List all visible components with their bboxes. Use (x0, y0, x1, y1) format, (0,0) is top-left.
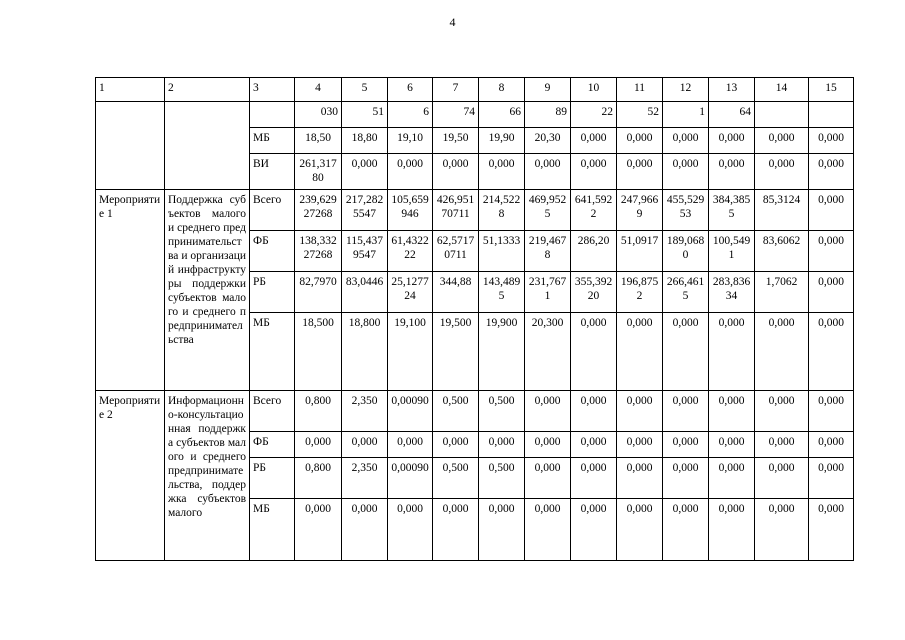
value-cell: 19,50 (433, 128, 479, 154)
column-header: 1 (96, 78, 165, 102)
value-cell: 0,000 (525, 458, 571, 499)
value-cell: 0,000 (755, 128, 809, 154)
value-cell: 0,000 (388, 154, 433, 190)
value-cell: 0,000 (755, 154, 809, 190)
value-cell: 51,1333 (479, 231, 525, 272)
column-header: 15 (809, 78, 854, 102)
value-cell: 0,000 (617, 391, 663, 432)
value-cell: 0,000 (479, 154, 525, 190)
value-cell: 0,000 (709, 432, 755, 458)
value-cell: 143,4895 (479, 272, 525, 313)
value-cell: 74 (433, 102, 479, 128)
value-cell: 344,88 (433, 272, 479, 313)
value-cell: 283,83634 (709, 272, 755, 313)
value-cell: 0,000 (709, 391, 755, 432)
empty-cell (96, 102, 165, 190)
value-cell: 266,4615 (663, 272, 709, 313)
source-cell: МБ (250, 128, 295, 154)
value-cell: 231,7671 (525, 272, 571, 313)
header-row (96, 78, 854, 102)
value-cell: 0,000 (755, 391, 809, 432)
column-header: 13 (709, 78, 755, 102)
source-cell: ФБ (250, 231, 295, 272)
value-cell: 0,000 (388, 499, 433, 561)
column-header: 10 (571, 78, 617, 102)
value-cell: 0,000 (809, 432, 854, 458)
value-cell (755, 102, 809, 128)
value-cell: 0,000 (755, 499, 809, 561)
value-cell: 0,500 (479, 458, 525, 499)
value-cell: 0,000 (525, 154, 571, 190)
value-cell: 0,000 (433, 154, 479, 190)
value-cell: 0,500 (479, 391, 525, 432)
value-cell: 030 (295, 102, 342, 128)
value-cell: 18,800 (342, 313, 388, 391)
value-cell: 0,000 (709, 128, 755, 154)
value-cell: 0,000 (755, 458, 809, 499)
value-cell: 19,90 (479, 128, 525, 154)
value-cell: 0,000 (479, 499, 525, 561)
column-header: 3 (250, 78, 295, 102)
value-cell: 0,000 (809, 272, 854, 313)
value-cell: 19,10 (388, 128, 433, 154)
value-cell: 1 (663, 102, 709, 128)
value-cell: 19,900 (479, 313, 525, 391)
source-cell: МБ (250, 499, 295, 561)
value-cell: 0,000 (571, 313, 617, 391)
value-cell: 0,000 (809, 391, 854, 432)
value-cell: 214,5228 (479, 190, 525, 231)
value-cell: 18,50 (295, 128, 342, 154)
value-cell: 0,000 (479, 432, 525, 458)
source-cell: РБ (250, 272, 295, 313)
table-row (96, 190, 854, 231)
value-cell: 0,800 (295, 458, 342, 499)
value-cell: 426,95170711 (433, 190, 479, 231)
measure-name: Информационно-консультационная поддержка субъектов малого и среднего предпринимательства, поддержка субъектов малого (165, 391, 250, 561)
value-cell: 105,659946 (388, 190, 433, 231)
value-cell: 0,000 (342, 499, 388, 561)
empty-cell (165, 102, 250, 190)
value-cell: 2,350 (342, 391, 388, 432)
table-row (96, 391, 854, 432)
value-cell (809, 102, 854, 128)
value-cell: 83,0446 (342, 272, 388, 313)
value-cell: 261,31780 (295, 154, 342, 190)
value-cell: 0,000 (663, 313, 709, 391)
value-cell: 0,000 (809, 458, 854, 499)
value-cell: 0,000 (617, 458, 663, 499)
value-cell: 0,000 (525, 391, 571, 432)
value-cell: 239,62927268 (295, 190, 342, 231)
value-cell: 0,000 (809, 231, 854, 272)
value-cell: 0,000 (433, 432, 479, 458)
column-header: 5 (342, 78, 388, 102)
value-cell: 0,000 (617, 499, 663, 561)
value-cell: 0,000 (809, 190, 854, 231)
value-cell: 247,9669 (617, 190, 663, 231)
source-cell (250, 102, 295, 128)
value-cell: 0,000 (433, 499, 479, 561)
value-cell: 64 (709, 102, 755, 128)
value-cell: 0,000 (755, 432, 809, 458)
source-cell: Всего (250, 391, 295, 432)
value-cell: 22 (571, 102, 617, 128)
value-cell: 0,000 (571, 128, 617, 154)
value-cell: 219,4678 (525, 231, 571, 272)
value-cell: 0,000 (295, 499, 342, 561)
table-row (96, 102, 854, 128)
value-cell: 0,000 (809, 313, 854, 391)
value-cell: 20,30 (525, 128, 571, 154)
value-cell: 0,000 (809, 499, 854, 561)
value-cell: 0,000 (809, 128, 854, 154)
value-cell: 18,80 (342, 128, 388, 154)
source-cell: ФБ (250, 432, 295, 458)
column-header: 14 (755, 78, 809, 102)
value-cell: 1,7062 (755, 272, 809, 313)
value-cell: 138,33227268 (295, 231, 342, 272)
value-cell: 286,20 (571, 231, 617, 272)
value-cell: 641,5922 (571, 190, 617, 231)
value-cell: 52 (617, 102, 663, 128)
value-cell: 469,9525 (525, 190, 571, 231)
value-cell: 0,000 (709, 458, 755, 499)
value-cell: 61,432222 (388, 231, 433, 272)
column-header: 4 (295, 78, 342, 102)
value-cell: 100,5491 (709, 231, 755, 272)
value-cell: 0,000 (571, 391, 617, 432)
value-cell: 0,000 (525, 499, 571, 561)
value-cell: 0,000 (388, 432, 433, 458)
value-cell: 66 (479, 102, 525, 128)
value-cell: 0,000 (617, 313, 663, 391)
value-cell: 0,000 (663, 128, 709, 154)
value-cell: 0,000 (617, 128, 663, 154)
source-cell: МБ (250, 313, 295, 391)
value-cell: 89 (525, 102, 571, 128)
value-cell: 82,7970 (295, 272, 342, 313)
value-cell: 0,500 (433, 391, 479, 432)
value-cell: 0,500 (433, 458, 479, 499)
value-cell: 0,000 (663, 432, 709, 458)
value-cell: 0,00090 (388, 458, 433, 499)
value-cell: 0,000 (755, 313, 809, 391)
value-cell: 19,500 (433, 313, 479, 391)
column-header: 11 (617, 78, 663, 102)
value-cell: 25,127724 (388, 272, 433, 313)
value-cell: 0,000 (663, 391, 709, 432)
value-cell: 355,39220 (571, 272, 617, 313)
source-cell: Всего (250, 190, 295, 231)
source-cell: РБ (250, 458, 295, 499)
source-cell: ВИ (250, 154, 295, 190)
value-cell: 18,500 (295, 313, 342, 391)
page-number: 4 (449, 15, 456, 29)
column-header: 2 (165, 78, 250, 102)
value-cell: 0,000 (571, 458, 617, 499)
value-cell: 0,000 (617, 432, 663, 458)
value-cell: 0,000 (571, 154, 617, 190)
value-cell: 0,800 (295, 391, 342, 432)
value-cell: 83,6062 (755, 231, 809, 272)
column-header: 9 (525, 78, 571, 102)
value-cell: 0,000 (342, 432, 388, 458)
value-cell: 196,8752 (617, 272, 663, 313)
measure-code: Мероприятие 1 (96, 190, 165, 391)
column-header: 7 (433, 78, 479, 102)
value-cell: 0,000 (571, 499, 617, 561)
value-cell: 6 (388, 102, 433, 128)
value-cell: 0,000 (571, 432, 617, 458)
column-header: 8 (479, 78, 525, 102)
value-cell: 0,000 (709, 499, 755, 561)
measure-code: Мероприятие 2 (96, 391, 165, 561)
value-cell: 20,300 (525, 313, 571, 391)
value-cell: 85,3124 (755, 190, 809, 231)
value-cell: 0,000 (342, 154, 388, 190)
value-cell: 0,000 (663, 458, 709, 499)
value-cell: 0,000 (709, 313, 755, 391)
value-cell: 62,57170711 (433, 231, 479, 272)
value-cell: 0,000 (295, 432, 342, 458)
value-cell: 0,000 (663, 154, 709, 190)
value-cell: 0,00090 (388, 391, 433, 432)
value-cell: 455,52953 (663, 190, 709, 231)
funding-table (95, 77, 854, 561)
value-cell: 0,000 (617, 154, 663, 190)
measure-name: Поддержка субъектов малого и среднего предпринимательства и организаций инфраструктуры поддержки субъектов малого и среднего предпринимательства (165, 190, 250, 391)
value-cell: 0,000 (663, 499, 709, 561)
value-cell: 189,0680 (663, 231, 709, 272)
value-cell: 0,000 (809, 154, 854, 190)
value-cell: 51,0917 (617, 231, 663, 272)
value-cell: 0,000 (709, 154, 755, 190)
column-header: 6 (388, 78, 433, 102)
column-header: 12 (663, 78, 709, 102)
value-cell: 384,3855 (709, 190, 755, 231)
value-cell: 217,2825547 (342, 190, 388, 231)
value-cell: 2,350 (342, 458, 388, 499)
value-cell: 115,4379547 (342, 231, 388, 272)
value-cell: 19,100 (388, 313, 433, 391)
value-cell: 0,000 (525, 432, 571, 458)
value-cell: 51 (342, 102, 388, 128)
